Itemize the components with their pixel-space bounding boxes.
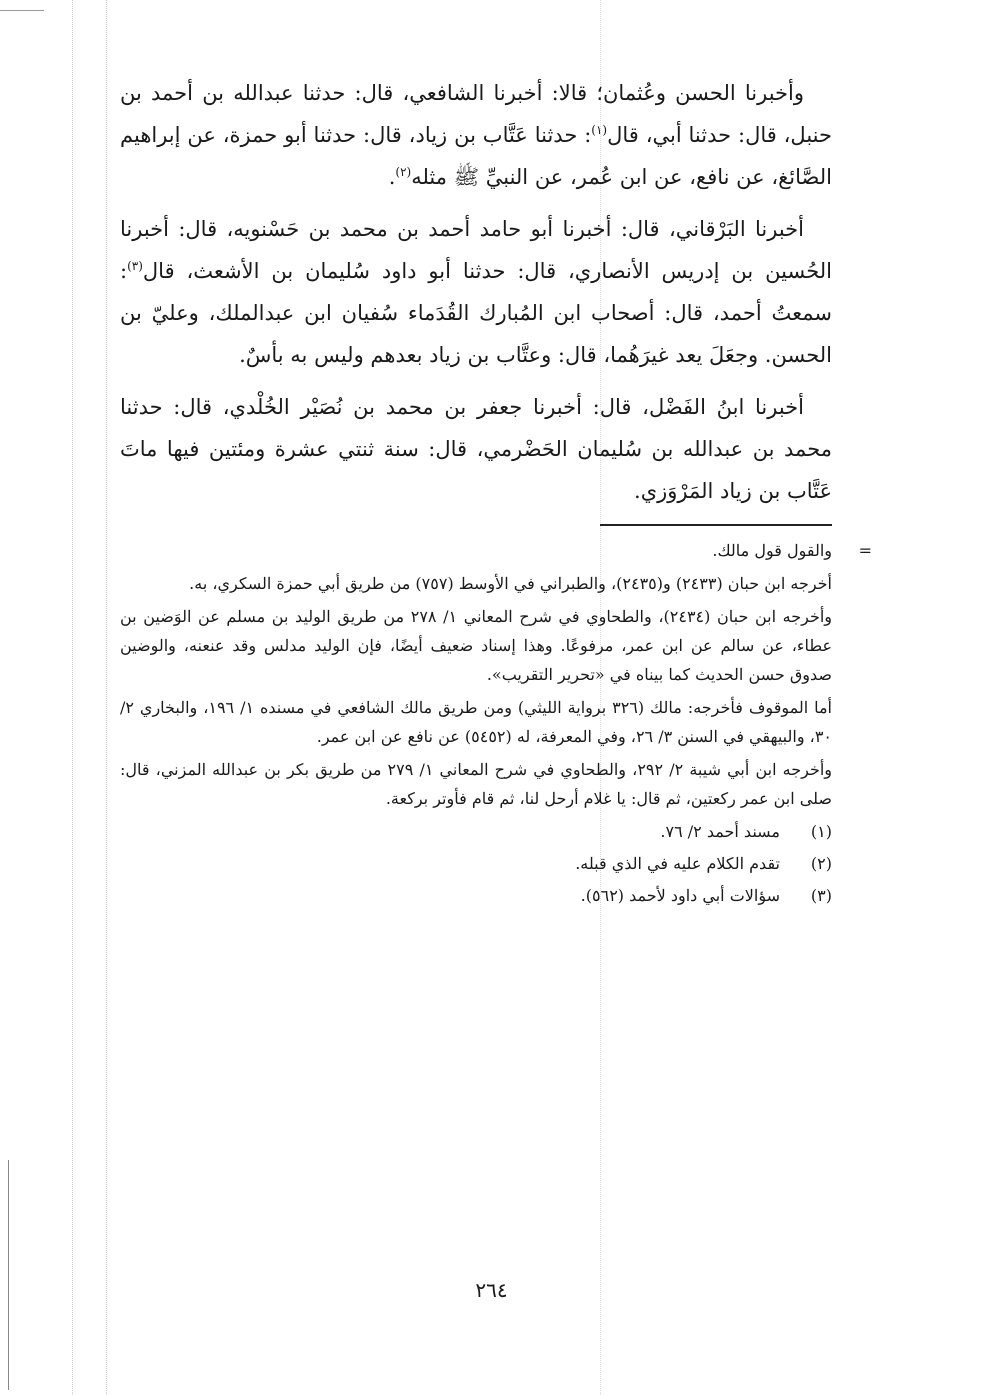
footnote-3 <box>120 881 832 910</box>
footnote-text: تقدم الكلام عليه في الذي قبله. <box>575 854 780 873</box>
footnote-text: سؤالات أبي داود لأحمد (٥٦٢). <box>580 886 780 905</box>
paragraph-3-text: أخبرنا ابنُ الفَضْل، قال: أخبرنا جعفر بن محمد بن نُصَيْر الخُلْدي، قال: حدثنا محمد بن عبدالله بن سُليمان الحَضْرمي، قال: سنة ثنتي عشرة ومئتين فيها ماتَ عَتَّاب بن زياد المَرْوَزي. <box>120 395 832 503</box>
main-text <box>120 72 832 512</box>
scan-artifact-margin-line <box>8 1160 9 1390</box>
footnote-line: وأخرجه ابن أبي شيبة ٢/ ٢٩٢، والطحاوي في شرح المعاني ١/ ٢٧٩ من طريق بكر بن عبدالله المزني، قال: صلى ابن عمر ركعتين، ثم قال: يا غلام أرحل لنا، ثم قام فأوتر بركعة. <box>120 760 833 808</box>
scan-artifact-line <box>0 10 44 11</box>
footnote-2 <box>120 849 832 878</box>
paragraph-1-continuation: : حدثنا عَتَّاب بن زياد، قال: حدثنا أبو حمزة، عن إبراهيم الصَّائغ، عن نافع، عن ابن عُمر، عن النبيِّ ﷺ مثله <box>120 123 832 189</box>
footnote-1 <box>120 817 832 846</box>
footnote-line: أخرجه ابن حبان (٢٤٣٣) و(٢٤٣٥)، والطبراني في الأوسط (٧٥٧) من طريق أبي حمزة السكري، به. <box>189 574 832 593</box>
footnote-separator <box>600 524 832 526</box>
footnote-text: مسند أحمد ٢/ ٧٦. <box>660 822 780 841</box>
paragraph-1-end: . <box>388 165 396 189</box>
scan-artifact-dotted-line <box>106 0 107 1395</box>
paragraph-2-continuation: : سمعتُ أحمد، قال: أصحاب ابن المُبارك القُدَماء سُفيان ابن عبدالملك، وعليّ بن الحسن. وجعَلَ يعد غيرَهُما، قال: وعتَّاب بن زياد بعدهم وليس به بأسٌ. <box>120 259 832 367</box>
page-body <box>120 72 872 913</box>
scan-artifact-dotted-line <box>72 0 73 1395</box>
footnote-line: والقول قول مالك. <box>712 541 832 560</box>
footnote-line: وأخرجه ابن حبان (٢٤٣٤)، والطحاوي في شرح المعاني ١/ ٢٧٨ من طريق الوليد بن مسلم عن الوَضين بن عطاء، عن سالم عن ابن عمر، مرفوعًا. وهذا إسناد ضعيف أيضًا، فإن الوليد مدلس وقد عنعنه، والوضين صدوق حسن الحديث كما بيناه في «تحرير التقريب». <box>120 607 833 684</box>
footnotes <box>120 536 872 910</box>
paragraph-1-text: وأخبرنا الحسن وعُثمان؛ قالا: أخبرنا الشافعي، قال: حدثنا عبدالله بن أحمد بن حنبل، قال: حدثنا أبي، قال <box>120 81 832 147</box>
paragraph-2 <box>120 208 832 376</box>
footnote-continuation-mark: = <box>858 541 872 560</box>
footnote-number: (٢) <box>810 854 832 873</box>
footnote-ref-1: (١) <box>591 123 608 137</box>
footnote-number: (٣) <box>810 886 832 905</box>
paragraph-1 <box>120 72 832 198</box>
paragraph-2-text: أخبرنا البَرْقاني، قال: أخبرنا أبو حامد أحمد بن محمد بن حَسْنويه، قال: أخبرنا الحُسين بن إدريس الأنصاري، قال: حدثنا أبو داود سُليمان بن الأشعث، قال <box>120 217 832 283</box>
paragraph-3 <box>120 386 832 512</box>
footnote-number: (١) <box>810 822 832 841</box>
footnote-line: أما الموقوف فأخرجه: مالك (٣٢٦ برواية الليثي) ومن طريق مالك الشافعي في مسنده ١/ ١٩٦، والبخاري ٢/ ٣٠، والبيهقي في السنن ٣/ ٢٦، وفي المعرفة، له (٥٤٥٢) عن نافع عن ابن عمر. <box>120 698 832 746</box>
footnote-ref-3: (٣) <box>127 259 143 273</box>
footnote-ref-2: (٢) <box>395 165 412 179</box>
page-number: ٢٦٤ <box>475 1278 508 1302</box>
